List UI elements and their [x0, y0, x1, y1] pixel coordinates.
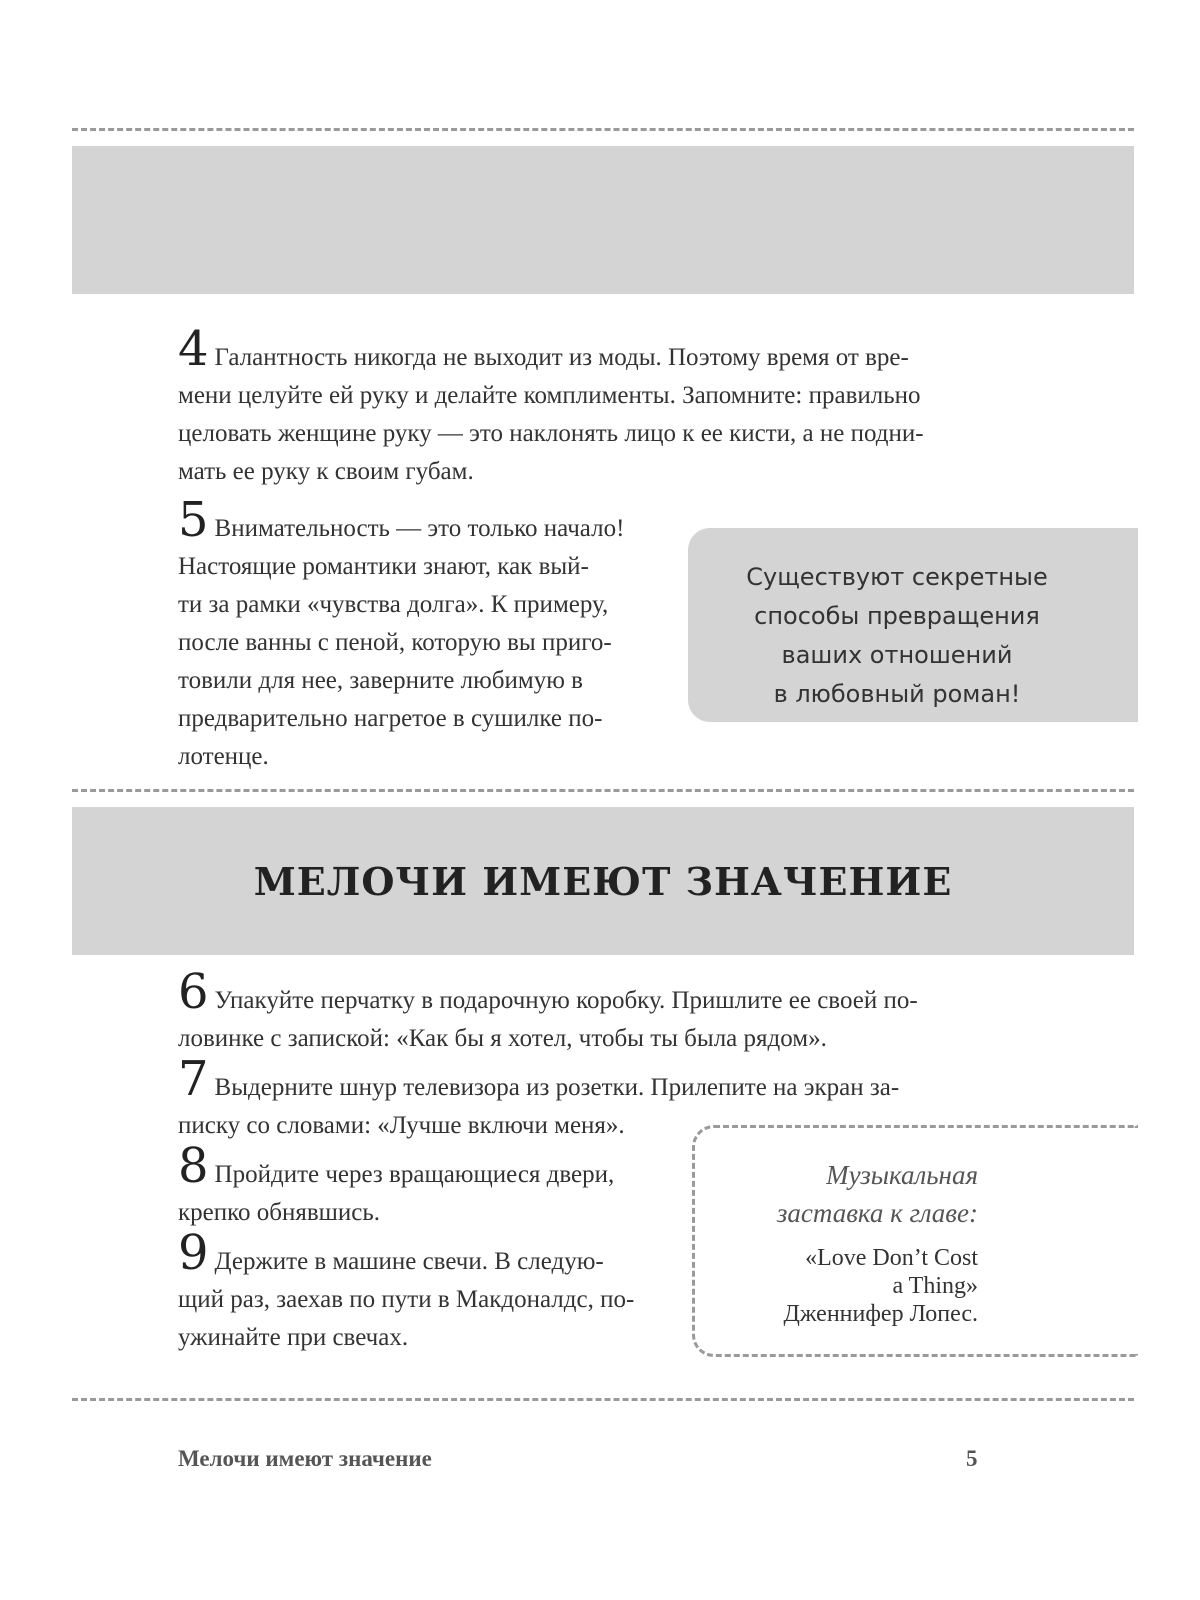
list-item-5: [178, 492, 658, 776]
item-number: 6: [178, 964, 209, 1020]
item-line: Выдерните шнур телевизора из розетки. Прилепите на экран за-: [214, 1074, 900, 1101]
item-line: Упакуйте перчатку в подарочную коробку. Пришлите ее своей по-: [214, 987, 918, 1014]
callout-line: в любовный роман!: [773, 680, 1021, 708]
section-band: [72, 807, 1134, 955]
header-band: [72, 146, 1134, 294]
music-song-line: a Thing»: [892, 1273, 978, 1299]
running-title: Мелочи имеют значение: [178, 1446, 432, 1471]
item-line: мать ее руку к своим губам.: [178, 458, 474, 485]
item-line: ужинайте при свечах.: [178, 1324, 409, 1351]
item-line: Держите в машине свечи. В следую-: [214, 1248, 604, 1275]
callout-line: ваших отношений: [781, 641, 1013, 669]
item-line: товили для нее, заверните любимую в: [178, 667, 583, 694]
item-line: Галантность никогда не выходит из моды. Поэтому время от вре-: [214, 344, 909, 371]
item-line: щий раз, заехав по пути в Макдоналдс, по-: [178, 1286, 635, 1313]
middle-dashed-divider: [72, 789, 1134, 792]
item-number: 5: [178, 492, 209, 548]
callout-box: [688, 528, 1138, 722]
item-line: Настоящие романтики знают, как вый-: [178, 553, 589, 580]
page-number: 5: [966, 1446, 978, 1471]
music-song-line: Дженнифер Лопес.: [783, 1301, 978, 1327]
item-number: 4: [178, 321, 209, 377]
section-title: МЕЛОЧИ ИМЕЮТ ЗНАЧЕНИЕ: [253, 859, 953, 904]
item-number: 9: [178, 1225, 209, 1281]
item-line: ти за рамки «чувства долга». К примеру,: [178, 591, 609, 618]
item-line: после ванны с пеной, которую вы приго-: [178, 629, 612, 656]
list-item-4: [178, 321, 968, 491]
callout-line: Существуют секретные: [746, 563, 1048, 591]
list-item-9: [178, 1225, 678, 1357]
list-item-6: [178, 964, 978, 1058]
top-dashed-divider: [72, 128, 1134, 131]
list-item-8: [178, 1138, 678, 1232]
item-line: писку со словами: «Лучше включи меня».: [178, 1112, 625, 1139]
bottom-dashed-divider: [72, 1398, 1134, 1401]
item-line: мени целуйте ей руку и делайте комплименты. Запомните: правильно: [178, 382, 921, 409]
item-line: ловинке с запиской: «Как бы я хотел, чтобы ты была рядом».: [178, 1025, 827, 1052]
item-line: крепко обнявшись.: [178, 1199, 381, 1226]
music-song-line: «Love Don’t Cost: [805, 1245, 978, 1271]
item-number: 8: [178, 1138, 209, 1194]
item-line: целовать женщине руку — это наклонять лицо к ее кисти, а не подни-: [178, 420, 924, 447]
item-line: Пройдите через вращающиеся двери,: [214, 1161, 615, 1188]
item-line: Внимательность — это только начало!: [214, 515, 625, 542]
item-line: лотенце.: [178, 743, 269, 770]
music-theme-box: [692, 1125, 1138, 1357]
item-line: предварительно нагретое в сушилке по-: [178, 705, 603, 732]
music-heading-line: Музыкальная: [826, 1160, 978, 1190]
music-heading-line: заставка к главе:: [776, 1198, 978, 1228]
callout-line: способы превращения: [754, 602, 1040, 630]
item-number: 7: [178, 1051, 209, 1107]
